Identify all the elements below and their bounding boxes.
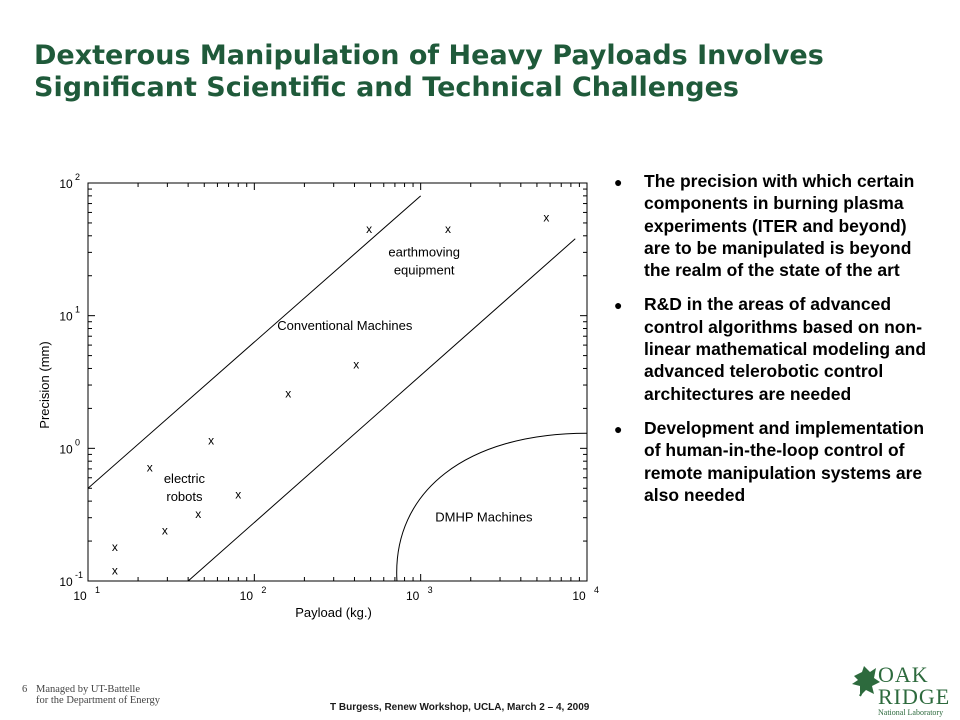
- logo-line-ridge: RIDGE: [878, 684, 951, 709]
- x-tick-label: 10: [405, 589, 420, 603]
- data-point: x: [111, 563, 118, 578]
- y-tick-label: 10: [59, 575, 73, 589]
- boundary-line: [88, 196, 421, 488]
- data-point: x: [353, 357, 360, 372]
- data-point: x: [111, 540, 118, 555]
- footer-line-1: Managed by UT-Battelle: [36, 684, 141, 695]
- bullet-item: [614, 170, 934, 281]
- data-point: x: [161, 523, 168, 538]
- x-tick-label: 10: [73, 589, 87, 603]
- page-number: 6: [22, 684, 28, 695]
- data-point: x: [235, 487, 242, 502]
- bullet-text: The precision with which certain components in burning plasma experiments (ITER and beyond) are to be manipulated is beyond the realm of the state of the art: [644, 171, 915, 281]
- bullet-item: [614, 293, 934, 404]
- bullet-dot-icon: ●: [614, 297, 623, 314]
- data-point: x: [366, 222, 373, 237]
- region-annotation: Conventional Machines: [277, 317, 413, 333]
- x-tick-exponent: 3: [427, 585, 433, 595]
- dmhp-boundary-curve: [397, 433, 587, 581]
- y-axis-label: Precision (mm): [37, 341, 52, 429]
- bullet-dot-icon: ●: [614, 420, 623, 437]
- slide-title: Dexterous Manipulation of Heavy Payloads Involves Significant Scientific and Technical Challenges: [34, 40, 824, 103]
- bullet-list: [614, 170, 934, 518]
- logo-line-oak: OAK: [878, 662, 929, 687]
- region-annotation: DMHP Machines: [435, 509, 533, 525]
- bullet-dot-icon: ●: [614, 174, 623, 190]
- x-tick-label: 10: [572, 589, 586, 603]
- logo-line-lab: National Laboratory: [878, 708, 944, 717]
- x-tick-label: 10: [239, 589, 254, 603]
- oak-ridge-logo: [878, 664, 950, 717]
- bullet-item: [614, 417, 934, 506]
- footer-event: T Burgess, Renew Workshop, UCLA, March 2 – 4, 2009: [330, 702, 590, 713]
- footer-line-2: for the Department of Energy: [36, 695, 161, 706]
- footer-managed-by: [22, 684, 160, 706]
- data-point: x: [445, 222, 452, 237]
- bullet-text: Development and implementation of human-in-the-loop control of remote manipulation systems are also needed: [644, 417, 925, 505]
- y-tick-exponent: -1: [75, 570, 84, 580]
- data-point: x: [285, 386, 292, 401]
- x-axis-label: Payload (kg.): [295, 605, 372, 620]
- boundary-line: [188, 239, 575, 581]
- data-point: x: [195, 506, 202, 521]
- y-tick-label: 10: [59, 309, 73, 324]
- data-point: x: [543, 210, 550, 225]
- data-point: x: [146, 460, 153, 475]
- y-tick-label: 10: [59, 177, 73, 191]
- y-tick-label: 10: [59, 442, 73, 457]
- y-tick-exponent: 2: [75, 172, 81, 182]
- x-tick-exponent: 4: [594, 585, 600, 595]
- region-annotation: electric robots: [163, 470, 206, 504]
- region-annotation: earthmoving equipment: [388, 244, 460, 278]
- bullet-text: R&D in the areas of advanced control algorithms based on non-linear mathematical modeling and advanced telerobotic control architectures are needed: [644, 294, 927, 404]
- y-tick-exponent: 0: [75, 437, 81, 448]
- x-tick-exponent: 1: [95, 585, 101, 595]
- x-tick-exponent: 2: [261, 585, 267, 595]
- y-tick-exponent: 1: [75, 304, 81, 315]
- data-point: x: [208, 433, 215, 448]
